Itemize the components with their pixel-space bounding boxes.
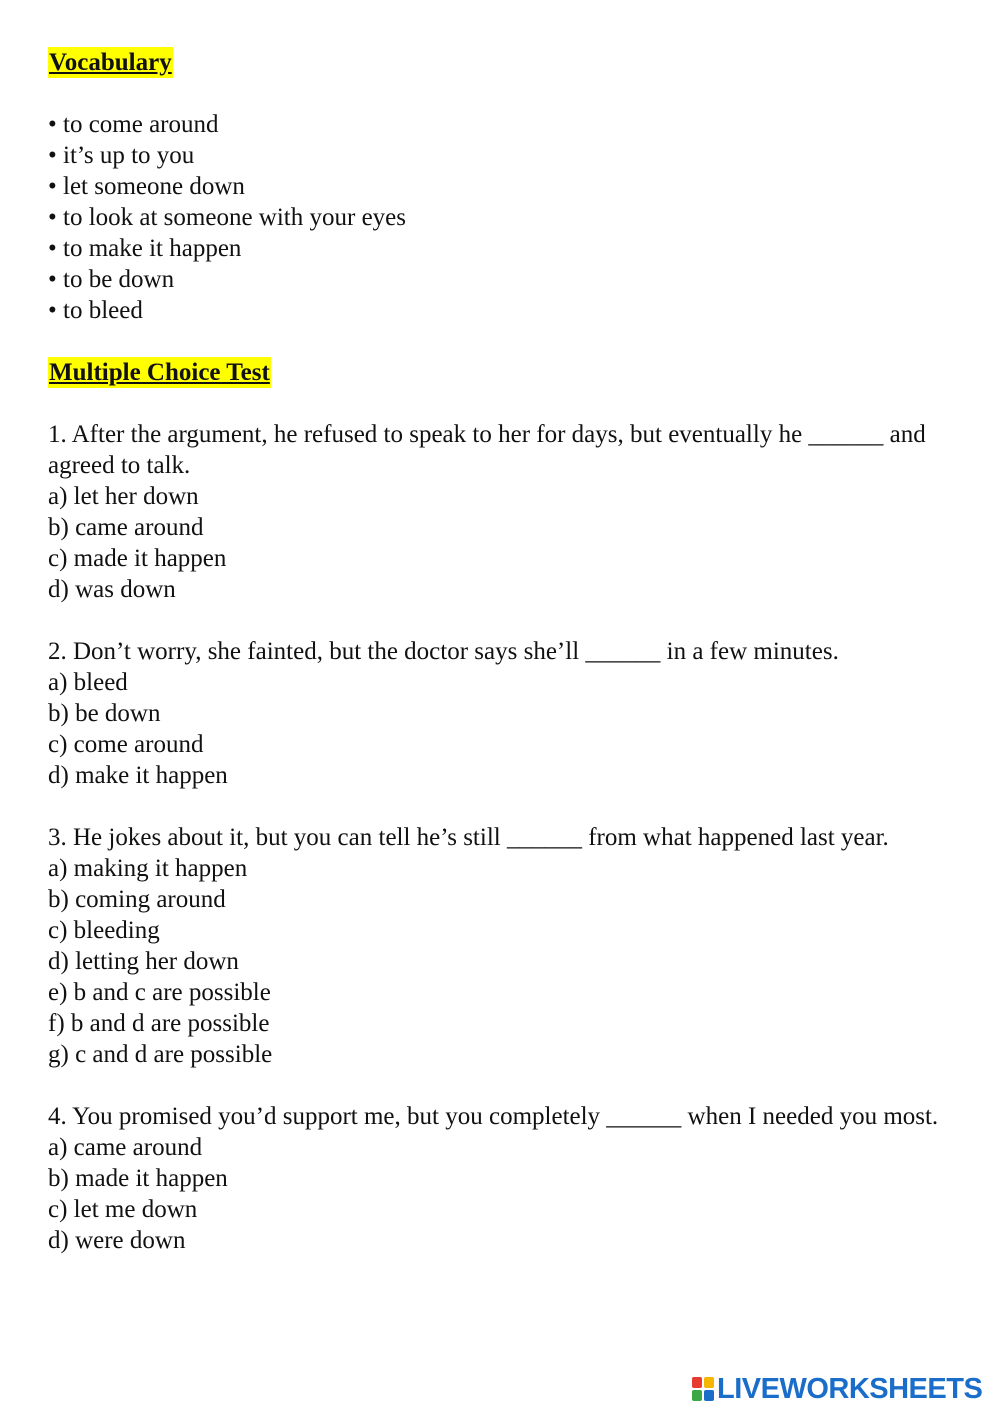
question-text: 2. Don’t worry, she fainted, but the doctor says she’ll ______ in a few minutes. (48, 638, 839, 665)
answer-option[interactable]: f) b and d are possible (48, 1010, 270, 1037)
answer-option[interactable]: c) let me down (48, 1196, 198, 1223)
logo-square-red (692, 1377, 702, 1388)
answer-option[interactable]: b) made it happen (48, 1165, 228, 1192)
answer-option[interactable]: c) come around (48, 731, 204, 758)
answer-option[interactable]: a) came around (48, 1134, 203, 1161)
answer-option[interactable]: b) came around (48, 514, 204, 541)
answer-option[interactable]: b) be down (48, 700, 161, 727)
liveworksheets-logo (692, 1373, 982, 1405)
worksheet-page (48, 47, 958, 1256)
question-text: 1. After the argument, he refused to speak to her for days, but eventually he ______ and agreed to talk. (48, 421, 926, 479)
vocabulary-list (48, 109, 958, 326)
vocabulary-heading: Vocabulary (49, 49, 172, 76)
logo-square-blue (704, 1390, 714, 1401)
question-3 (48, 822, 958, 1070)
vocabulary-item: • to be down (48, 266, 175, 293)
question-4 (48, 1101, 958, 1256)
vocabulary-item: • it’s up to you (48, 142, 195, 169)
answer-option[interactable]: a) making it happen (48, 855, 248, 882)
logo-text: LIVEWORKSHEETS (717, 1372, 983, 1405)
vocabulary-section (48, 47, 958, 326)
logo-square-green (692, 1390, 702, 1401)
vocabulary-item: • to make it happen (48, 235, 242, 262)
multiple-choice-heading: Multiple Choice Test (49, 359, 270, 386)
answer-option[interactable]: c) bleeding (48, 917, 160, 944)
answer-option[interactable]: a) let her down (48, 483, 199, 510)
answer-option[interactable]: e) b and c are possible (48, 979, 271, 1006)
answer-option[interactable]: d) make it happen (48, 762, 228, 789)
question-2 (48, 636, 958, 791)
answer-option[interactable]: c) made it happen (48, 545, 227, 572)
answer-option[interactable]: d) were down (48, 1227, 186, 1254)
liveworksheets-logo-icon (692, 1377, 714, 1401)
question-text: 3. He jokes about it, but you can tell he’s still ______ from what happened last year. (48, 824, 889, 851)
question-text: 4. You promised you’d support me, but you completely ______ when I needed you most. (48, 1103, 939, 1130)
answer-option[interactable]: b) coming around (48, 886, 226, 913)
vocabulary-item: • to bleed (48, 297, 143, 324)
answer-option[interactable]: g) c and d are possible (48, 1041, 273, 1068)
answer-option[interactable]: d) was down (48, 576, 176, 603)
vocabulary-item: • to look at someone with your eyes (48, 204, 406, 231)
answer-option[interactable]: a) bleed (48, 669, 128, 696)
vocabulary-item: • to come around (48, 111, 219, 138)
question-1 (48, 419, 958, 605)
multiple-choice-section (48, 357, 958, 1256)
answer-option[interactable]: d) letting her down (48, 948, 239, 975)
logo-square-yellow (704, 1377, 714, 1388)
vocabulary-item: • let someone down (48, 173, 245, 200)
